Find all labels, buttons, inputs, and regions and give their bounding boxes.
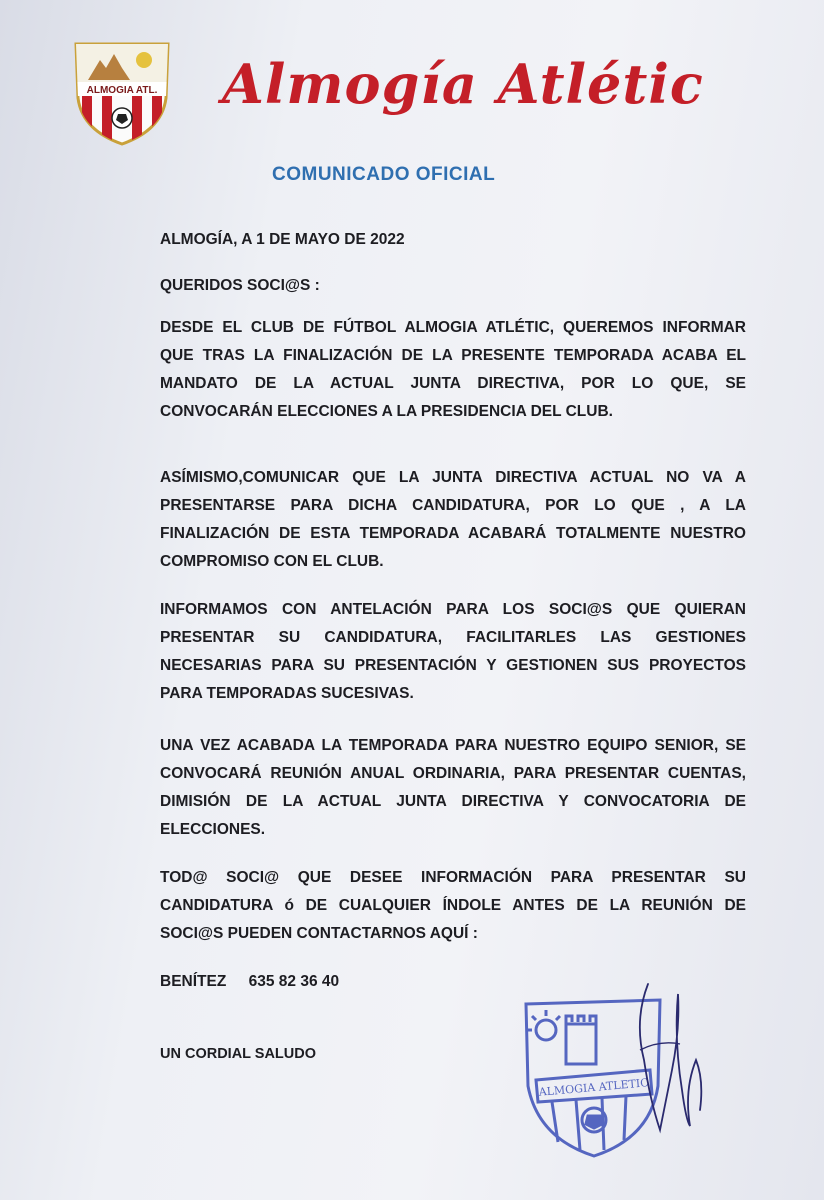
paragraph-candidacy-info: INFORMAMOS CON ANTELACIÓN PARA LOS SOCI@S QUE QUIERAN PRESENTAR SU CANDIDATURA, FACILITARLES LAS GESTIONES NECESARIAS PARA SU PRESENTACIÓN Y GESTIONEN SUS PROYECTOS PARA TEMPORADAS SUCESIVAS. <box>160 601 746 702</box>
paragraph-elections: DESDE EL CLUB DE FÚTBOL ALMOGIA ATLÉTIC, QUEREMOS INFORMAR QUE TRAS LA FINALIZACIÓN DE LA PRESENTE TEMPORADA ACABA EL MANDATO DE LA ACTUAL JUNTA DIRECTIVA, POR LO QUE, SE CONVOCARÁN ELECCIONES A LA PRESIDENCIA DEL CLUB. <box>160 319 746 420</box>
date-line: ALMOGÍA, A 1 DE MAYO DE 2022 <box>160 231 405 248</box>
greeting: QUERIDOS SOCI@S : <box>160 277 320 294</box>
closing-line: UN CORDIAL SALUDO <box>160 1046 317 1062</box>
contact-phone: 635 82 36 40 <box>248 973 340 990</box>
svg-text:ALMOGIA ATLETIC: ALMOGIA ATLETIC <box>538 1076 650 1099</box>
signature-icon <box>620 980 710 1140</box>
club-name-title: Almogía Atlétic <box>222 52 704 116</box>
svg-text:ALMOGIA ATL.: ALMOGIA ATL. <box>86 85 158 96</box>
paragraph-board-not-running: ASÍMISMO,COMUNICAR QUE LA JUNTA DIRECTIVA ACTUAL NO VA A PRESENTARSE PARA DICHA CANDIDATURA, POR LO QUE , A LA FINALIZACIÓN DE ESTA TEMPORADA ACABARÁ TOTALMENTE NUESTRO COMPROMISO CON EL CLUB. <box>160 469 746 570</box>
contact-name: BENÍTEZ <box>160 973 227 990</box>
page-title: COMUNICADO OFICIAL <box>272 164 496 185</box>
paragraph-annual-meeting: UNA VEZ ACABADA LA TEMPORADA PARA NUESTRO EQUIPO SENIOR, SE CONVOCARÁ REUNIÓN ANUAL ORDINARIA, PARA PRESENTAR CUENTAS, DIMISIÓN DE LA ACTUAL JUNTA DIRECTIVA Y CONVOCATORIA DE ELECCIONES. <box>160 737 746 838</box>
club-crest-logo <box>70 38 174 148</box>
paragraph-contact-request: TOD@ SOCI@ QUE DESEE INFORMACIÓN PARA PRESENTAR SU CANDIDATURA ó DE CUALQUIER ÍNDOLE ANTES DE LA REUNIÓN DE SOCI@S PUEDEN CONTACTARNOS AQUÍ : <box>160 869 746 942</box>
